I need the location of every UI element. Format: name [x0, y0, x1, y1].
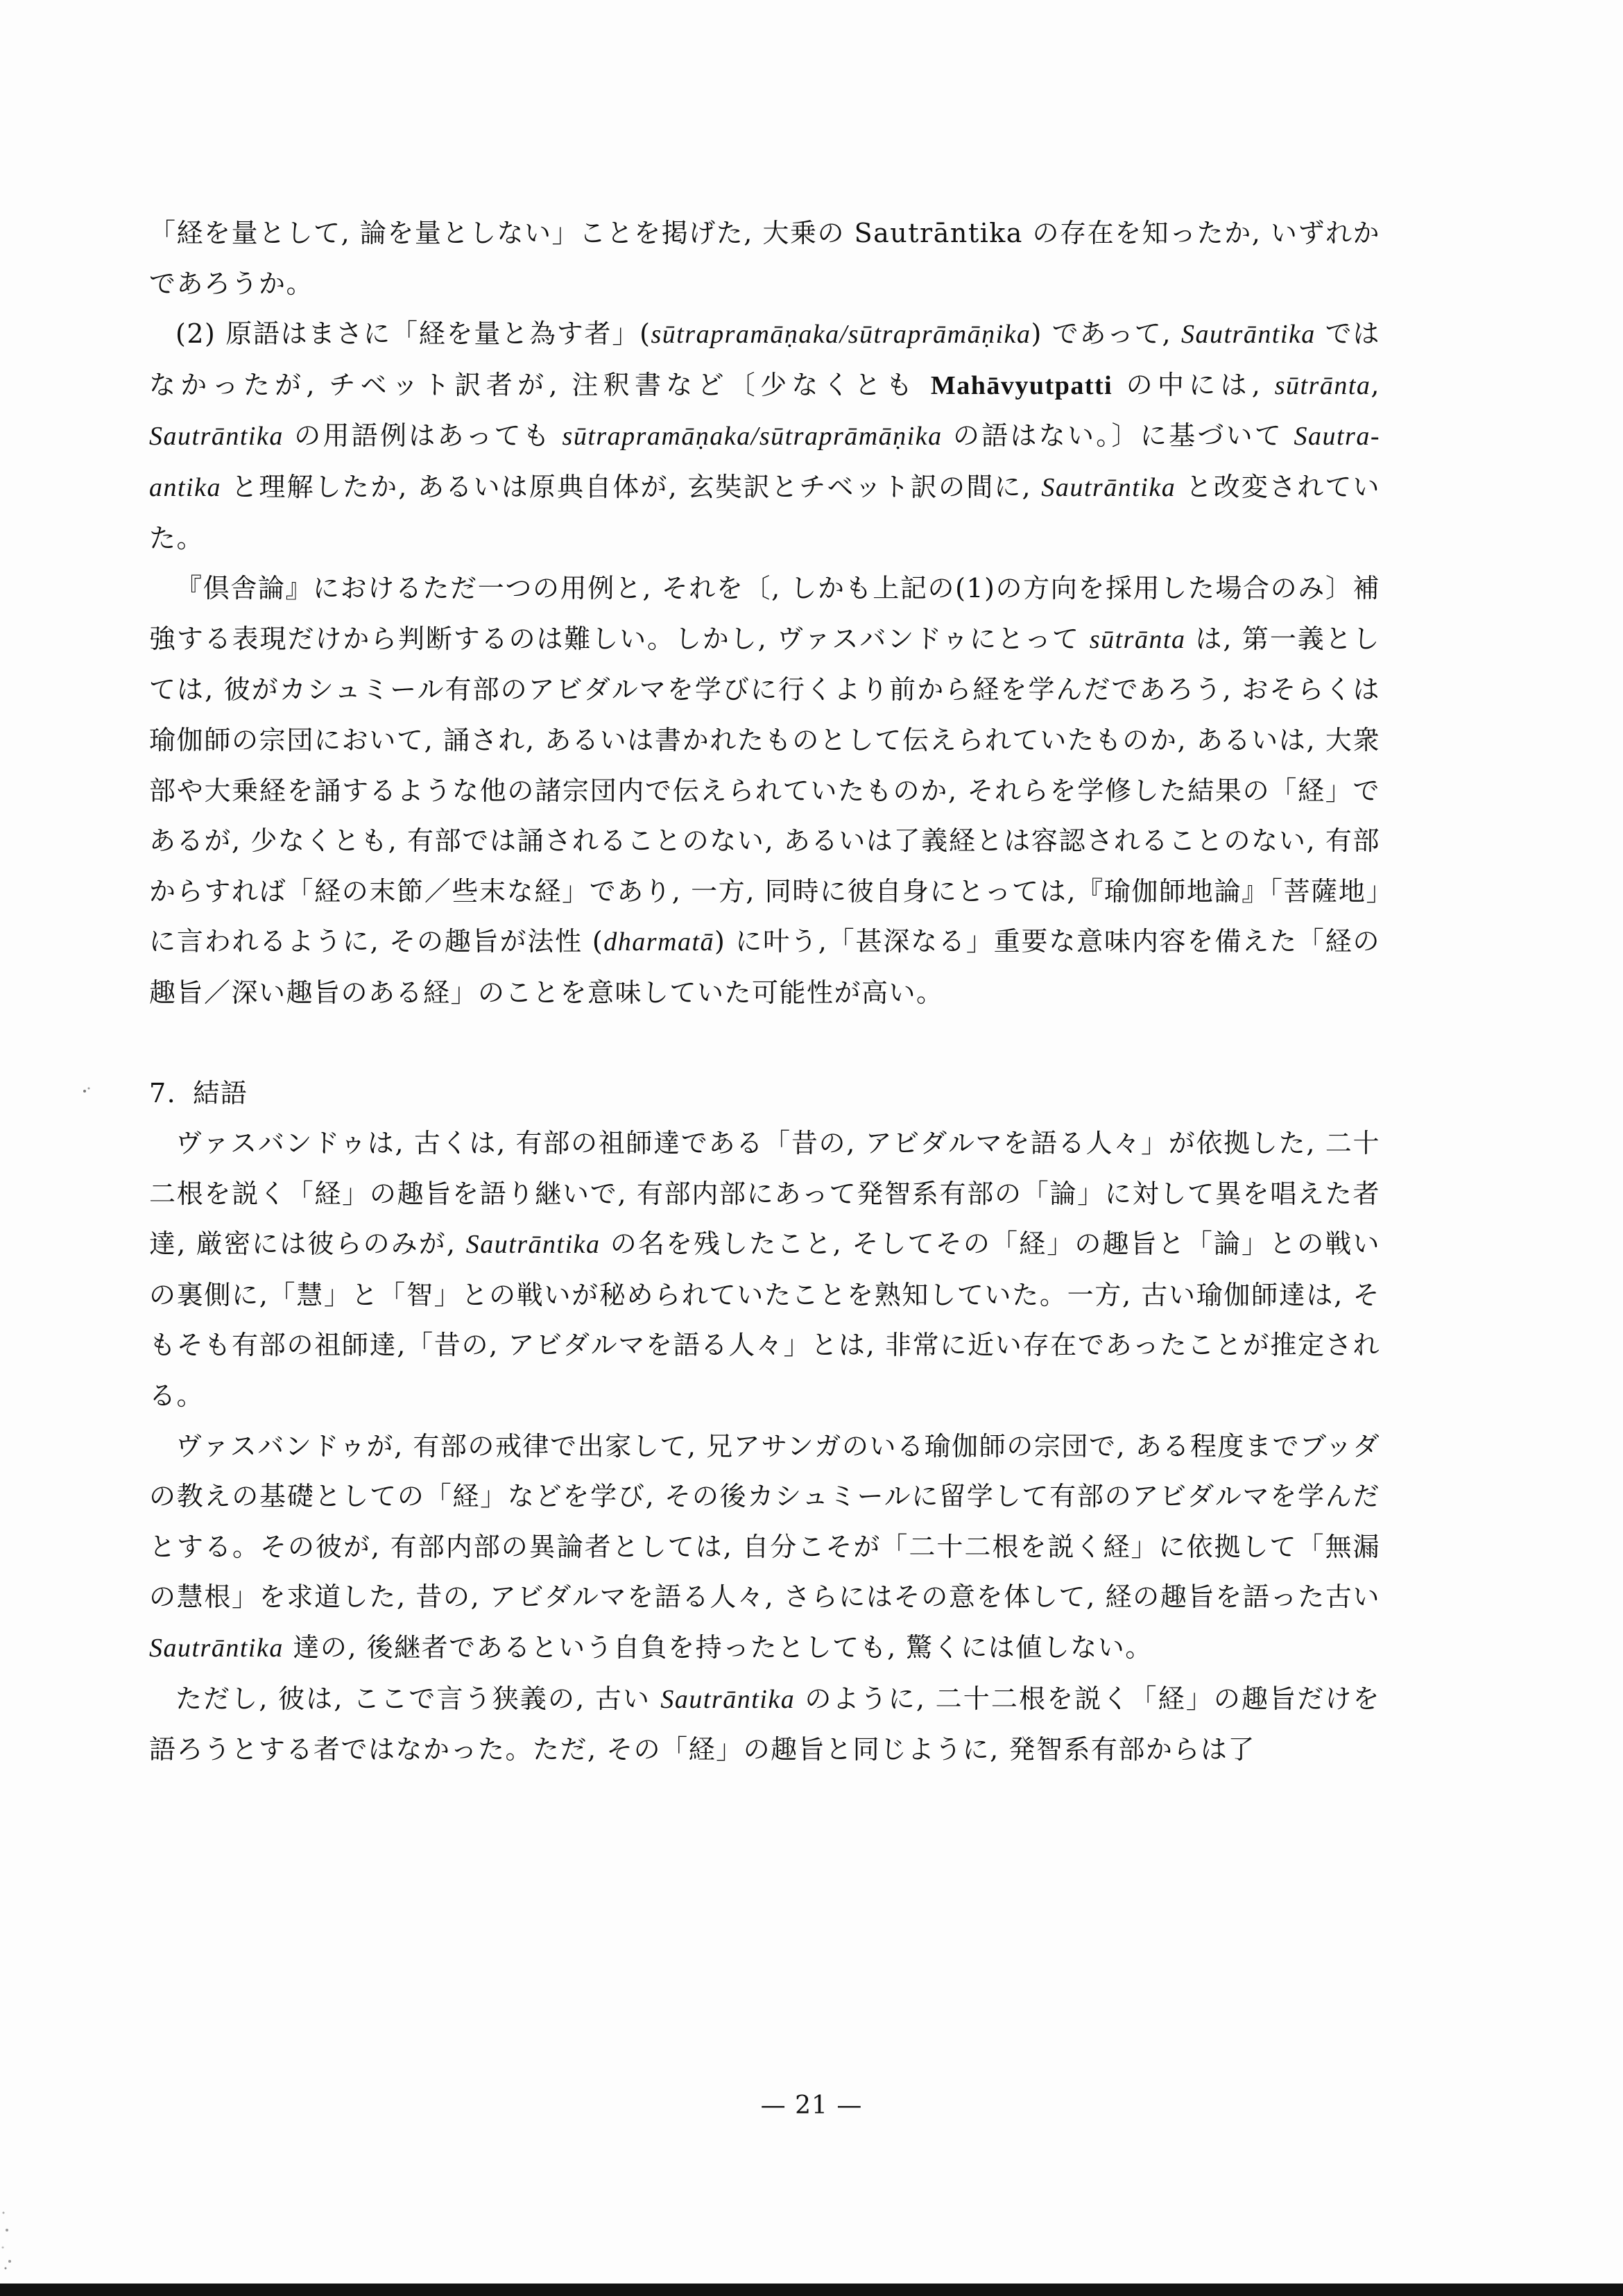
paragraph-2: (2) 原語はまさに「経を量と為す者」(sūtrapramāṇaka/sūtraprāmāṇika) であって, Sautrāntika ではなかったが, チベット訳者が, 注釈書など〔少なくとも Mahāvyutpatti の中には, sūtrānta, Sautrāntika の用語例はあっても sūtrapramāṇaka/sūtraprāmāṇika の語はない。〕に基づいて Sautra-antika と理解したか, あるいは原典自体が, 玄奘訳とチベット訳の間に, Sautrāntika と改変されていた。	[149, 318, 1380, 554]
bottom-scan-border	[0, 2284, 1623, 2296]
scan-noise-icon	[0, 2199, 21, 2275]
section-heading	[149, 1068, 1380, 1119]
scan-speck-icon	[82, 1086, 92, 1094]
section-number: 7.	[149, 1077, 177, 1108]
paragraph-1: 「経を量として, 論を量としない」ことを掲げた, 大乗の Sautrāntika の存在を知ったか, いずれかであろうか。	[149, 218, 1380, 299]
page-number: — 21 —	[760, 2091, 863, 2120]
section-paragraph-1: ヴァスバンドゥは, 古くは, 有部の祖師達である「昔の, アビダルマを語る人々」が依拠した, 二十二根を説く「経」の趣旨を語り継いで, 有部内部にあって発智系有部の「論」に対して異を唱えた者達, 厳密には彼らのみが, Sautrāntika の名を残したこと, そしてその「経」の趣旨と「論」との戦いの裏側に,「慧」と「智」との戦いが秘められていたことを熟知していた。一方, 古い瑜伽師達は, そもそも有部の祖師達,「昔の, アビダルマを語る人々」とは, 非常に近い存在であったことが推定される。	[149, 1128, 1380, 1412]
section-paragraph-2: ヴァスバンドゥが, 有部の戒律で出家して, 兄アサンガのいる瑜伽師の宗団で, ある程度までブッダの教えの基礎としての「経」などを学び, その後カシュミールに留学して有部のアビダルマを学んだとする。その彼が, 有部内部の異論者としては, 自分こそが「二十二根を説く経」に依拠して「無漏の慧根」を求道した, 昔の, アビダルマを語る人々, さらにはその意を体して, 経の趣旨を語った古い Sautrāntika 達の, 後継者であるという自負を持ったとしても, 驚くには値しない。	[149, 1430, 1380, 1663]
section-spacer	[149, 1018, 1380, 1068]
paragraph-3: 『倶舎論』におけるただ一つの用例と, それを〔, しかも上記の(1)の方向を採用した場合のみ〕補強する表現だけから判断するのは難しい。しかし, ヴァスバンドゥにとって sūtrānta は, 第一義としては, 彼がカシュミール有部のアビダルマを学びに行くより前から経を学んだであろう, おそらくは瑜伽師の宗団において, 誦され, あるいは書かれたものとして伝えられていたものか, あるいは, 大衆部や大乗経を誦するような他の諸宗団内で伝えられていたものか, それらを学修した結果の「経」であるが, 少なくとも, 有部では誦されることのない, あるいは了義経とは容認されることのない, 有部からすれば「経の末節／些末な経」であり, 一方, 同時に彼自身にとっては,『瑜伽師地論』「菩薩地」に言われるように, その趣旨が法性 (dharmatā) に叶う,「甚深なる」重要な意味内容を備えた「経の趣旨／深い趣旨のある経」のことを意味していた可能性が高い。	[149, 573, 1380, 1008]
body-text	[149, 208, 1380, 1775]
section-title: 結語	[193, 1077, 248, 1108]
section-paragraph-3: ただし, 彼は, ここで言う狭義の, 古い Sautrāntika のように, 二十二根を説く「経」の趣旨だけを語ろうとする者ではなかった。ただ, その「経」の趣旨と同じように, 発智系有部からは了	[149, 1683, 1380, 1765]
